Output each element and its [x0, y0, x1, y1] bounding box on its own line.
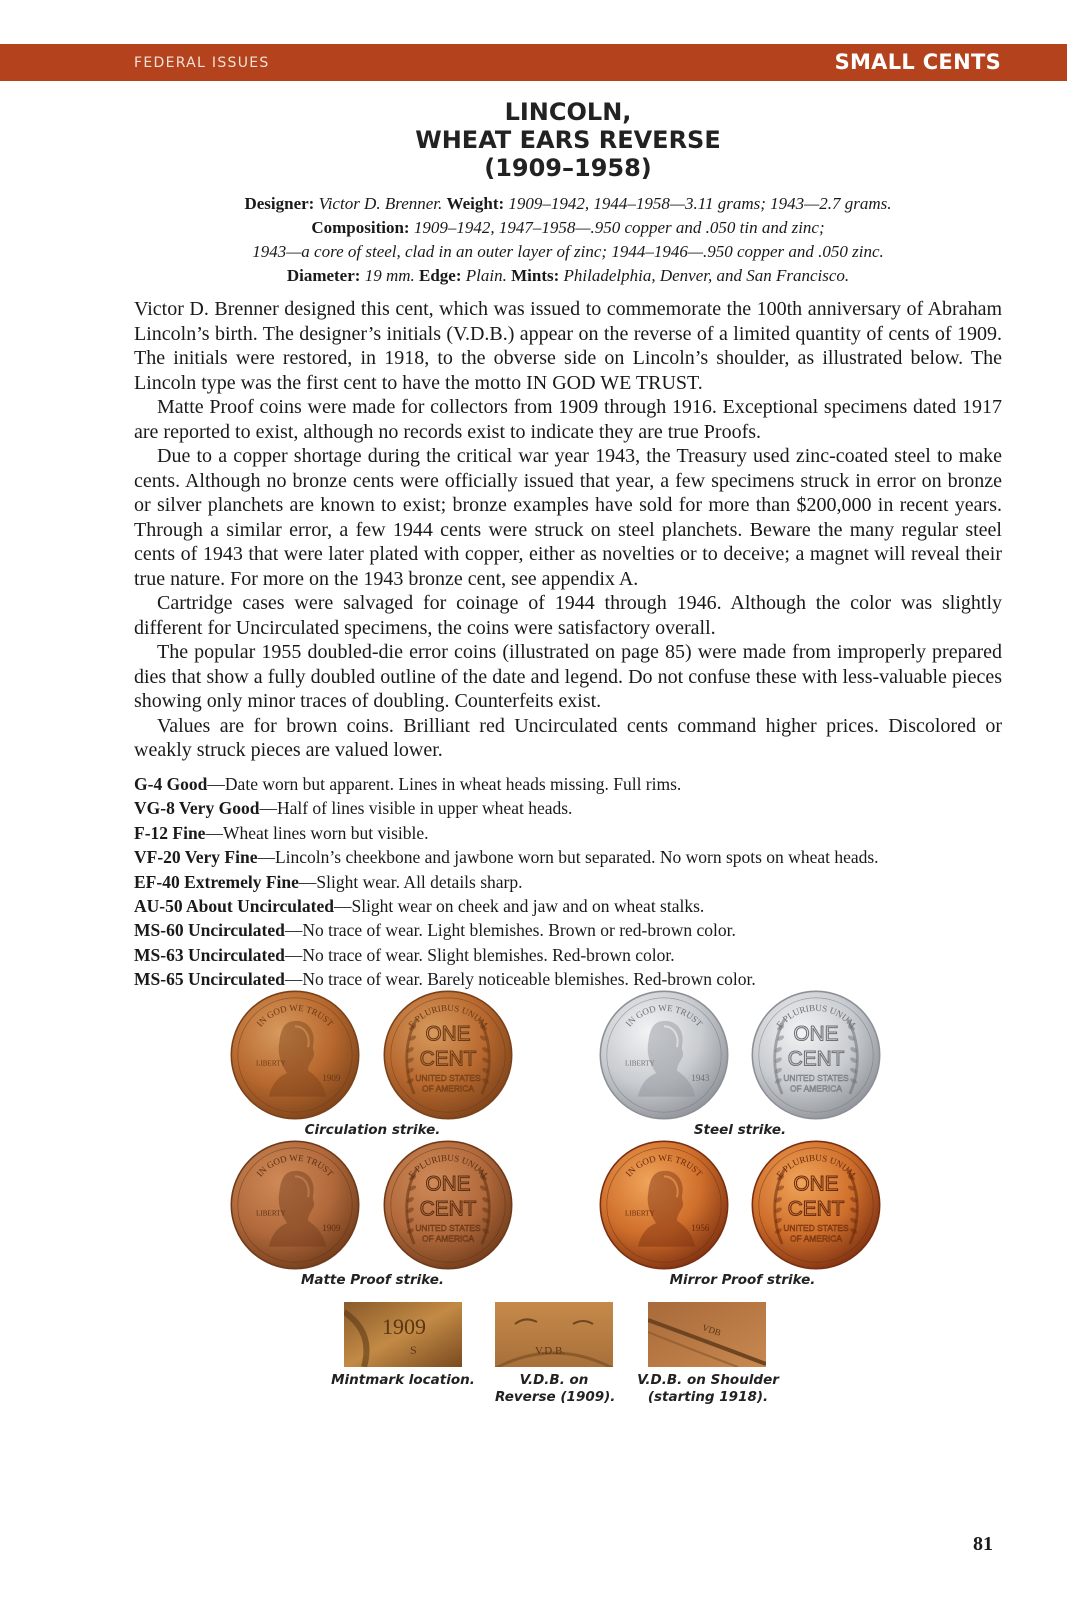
svg-text:E PLURIBUS UNUM: E PLURIBUS UNUM: [774, 1152, 858, 1180]
grade-item: VF-20 Very Fine—Lincoln’s cheekbone and jawbone worn but separated. No worn spots on wheat heads.: [134, 847, 879, 868]
svg-text:LIBERTY: LIBERTY: [625, 1059, 655, 1068]
svg-text:E PLURIBUS UNUM: E PLURIBUS UNUM: [774, 1002, 858, 1030]
svg-text:CENT: CENT: [787, 1197, 845, 1221]
svg-text:CENT: CENT: [419, 1197, 477, 1221]
mintmark-detail-image: [344, 1302, 462, 1367]
svg-text:CENT: CENT: [419, 1047, 477, 1071]
topic-label: SMALL CENTS: [834, 50, 1001, 74]
steel-reverse-coin: [751, 990, 881, 1120]
running-header: [0, 44, 1067, 81]
grade-item: MS-63 Uncirculated—No trace of wear. Slight blemishes. Red-brown color.: [134, 944, 675, 965]
svg-text:ONE: ONE: [425, 1172, 471, 1196]
grade-item: F-12 Fine—Wheat lines worn but visible.: [134, 822, 429, 843]
svg-text:1909: 1909: [322, 1073, 341, 1083]
mirror-proof-reverse-coin: [751, 1140, 881, 1270]
paragraph: Due to a copper shortage during the critical war year 1943, the Treasury used zinc-coated steel to make cents. Although no bronze cents were officially issued that year, a few specimens struck in error on bronze or silver planchets are known to exist; bronze examples have sold for more than $200,000 in recent years. Through a similar error, a few 1944 cents were struck on steel planchets. Beware the many regular steel cents of 1943 that were later plated with copper, either as novelties or to deceive; a magnet will reveal their true nature. For more on the 1943 bronze cent, see appendix A.: [134, 445, 1002, 590]
svg-text:CENT: CENT: [787, 1047, 845, 1071]
vdb-reverse-initials: V.D.B.: [535, 1345, 566, 1357]
svg-text:ONE: ONE: [425, 1022, 471, 1046]
designer-value: Victor D. Brenner.: [318, 194, 443, 213]
vdb-shoulder-detail-image: [648, 1302, 766, 1367]
paragraph: Matte Proof coins were made for collectors from 1909 through 1916. Exceptional specimens dated 1917 are reported to exist, although no records exist to indicate they are true Proofs.: [134, 396, 1002, 443]
svg-text:LIBERTY: LIBERTY: [625, 1209, 655, 1218]
svg-text:ONE: ONE: [793, 1172, 839, 1196]
svg-text:OF AMERICA: OF AMERICA: [421, 1083, 475, 1094]
vdb-reverse-caption-line-1: V.D.B. on: [519, 1372, 589, 1388]
svg-text:IN GOD WE TRUST: IN GOD WE TRUST: [623, 1152, 705, 1179]
title-line-1: LINCOLN,: [504, 98, 632, 126]
grade-list: [134, 772, 1014, 992]
grade-item: MS-60 Uncirculated—No trace of wear. Light blemishes. Brown or red-brown color.: [134, 920, 736, 941]
matte-proof-reverse-coin: [383, 1140, 513, 1270]
svg-text:IN GOD WE TRUST: IN GOD WE TRUST: [254, 1002, 336, 1029]
grade-item: EF-40 Extremely Fine—Slight wear. All details sharp.: [134, 871, 523, 892]
svg-text:E PLURIBUS UNUM: E PLURIBUS UNUM: [406, 1002, 490, 1030]
page-number: 81: [973, 1533, 993, 1555]
designer-label: Designer:: [244, 194, 315, 213]
svg-text:1956: 1956: [691, 1223, 710, 1233]
circulation-obverse-coin: [230, 990, 360, 1120]
circulation-caption: Circulation strike.: [304, 1122, 441, 1138]
vdb-shoulder-caption-line-1: V.D.B. on Shoulder: [637, 1372, 779, 1388]
svg-text:OF AMERICA: OF AMERICA: [421, 1233, 475, 1244]
diameter-label: Diameter:: [286, 266, 361, 285]
paragraph: Cartridge cases were salvaged for coinage of 1944 through 1946. Although the color was slightly different for Uncirculated specimens, the coins were satisfactory overall.: [134, 592, 1002, 639]
svg-text:E PLURIBUS UNUM: E PLURIBUS UNUM: [406, 1152, 490, 1180]
svg-text:LIBERTY: LIBERTY: [256, 1059, 286, 1068]
circulation-reverse-coin: [383, 990, 513, 1120]
grade-item: MS-65 Uncirculated—No trace of wear. Barely noticeable blemishes. Red-brown color.: [134, 969, 756, 990]
mintmark-date: 1909: [382, 1314, 426, 1339]
steel-caption: Steel strike.: [693, 1122, 787, 1138]
mintmark-caption: Mintmark location.: [331, 1372, 475, 1388]
svg-text:1943: 1943: [691, 1073, 710, 1083]
composition-value-2: 1943—a core of steel, clad in an outer layer of zinc; 1944–1946—.950 copper and .050 zinc.: [252, 242, 884, 261]
grade-item: G-4 Good—Date worn but apparent. Lines in wheat heads missing. Full rims.: [134, 774, 682, 794]
grade-item: VG-8 Very Good—Half of lines visible in upper wheat heads.: [134, 798, 573, 819]
diameter-value: 19 mm.: [364, 266, 415, 285]
vdb-shoulder-initials: VDB: [701, 1322, 723, 1338]
mints-value: Philadelphia, Denver, and San Francisco.: [563, 266, 850, 285]
title-line-3: (1909–1958): [484, 154, 652, 182]
vdb-shoulder-caption-line-2: (starting 1918).: [647, 1389, 769, 1405]
svg-text:OF AMERICA: OF AMERICA: [789, 1233, 843, 1244]
vdb-reverse-caption: [495, 1372, 616, 1406]
steel-obverse-coin: [599, 990, 729, 1120]
vdb-reverse-detail-image: [495, 1302, 613, 1367]
edge-label: Edge:: [419, 266, 462, 285]
mintmark-letter: S: [410, 1343, 417, 1357]
mirror-proof-obverse-coin: [599, 1140, 729, 1270]
section-label: FEDERAL ISSUES: [134, 55, 270, 71]
svg-text:UNITED STATES: UNITED STATES: [415, 1223, 481, 1233]
title-line-2: WHEAT EARS REVERSE: [415, 126, 721, 154]
paragraph: Victor D. Brenner designed this cent, which was issued to commemorate the 100th anniversary of Abraham Lincoln’s birth. The designer’s initials (V.D.B.) appear on the reverse of a limited quantity of cents of 1909. The initials were restored, in 1918, to the obverse side on Lincoln’s shoulder, as illustrated below. The Lincoln type was the first cent to have the motto IN GOD WE TRUST.: [134, 298, 1002, 394]
svg-text:IN GOD WE TRUST: IN GOD WE TRUST: [254, 1152, 336, 1179]
svg-text:UNITED STATES: UNITED STATES: [783, 1223, 849, 1233]
svg-text:1909: 1909: [322, 1223, 341, 1233]
mints-label: Mints:: [511, 266, 560, 285]
grade-item: AU-50 About Uncirculated—Slight wear on cheek and jaw and on wheat stalks.: [134, 896, 705, 917]
composition-label: Composition:: [311, 218, 410, 237]
composition-value-1: 1909–1942, 1947–1958—.950 copper and .050 tin and zinc;: [413, 218, 825, 237]
svg-text:UNITED STATES: UNITED STATES: [415, 1073, 481, 1083]
weight-label: Weight:: [446, 194, 505, 213]
svg-text:LIBERTY: LIBERTY: [256, 1209, 286, 1218]
paragraph: Values are for brown coins. Brilliant red Uncirculated cents command higher prices. Discolored or weakly struck pieces are valued lower.: [134, 714, 1002, 761]
svg-text:ONE: ONE: [793, 1022, 839, 1046]
weight-value: 1909–1942, 1944–1958—3.11 grams; 1943—2.7 grams.: [508, 194, 892, 213]
paragraph: The popular 1955 doubled-die error coins (illustrated on page 85) were made from improperly prepared dies that show a fully doubled outline of the date and legend. Do not confuse these with less-valuable pieces showing only minor traces of doubling. Counterfeits exist.: [134, 641, 1002, 712]
svg-text:UNITED STATES: UNITED STATES: [783, 1073, 849, 1083]
edge-value: Plain.: [465, 266, 507, 285]
matte-proof-caption: Matte Proof strike.: [300, 1272, 445, 1288]
vdb-reverse-caption-line-2: Reverse (1909).: [495, 1389, 616, 1405]
matte-proof-obverse-coin: [230, 1140, 360, 1270]
svg-text:IN GOD WE TRUST: IN GOD WE TRUST: [623, 1002, 705, 1029]
svg-text:OF AMERICA: OF AMERICA: [789, 1083, 843, 1094]
body-text: [134, 297, 1002, 763]
page-title: [0, 98, 1067, 182]
coin-specifications: [0, 192, 1067, 288]
vdb-shoulder-caption: [630, 1372, 786, 1406]
mirror-proof-caption: Mirror Proof strike.: [669, 1272, 816, 1288]
